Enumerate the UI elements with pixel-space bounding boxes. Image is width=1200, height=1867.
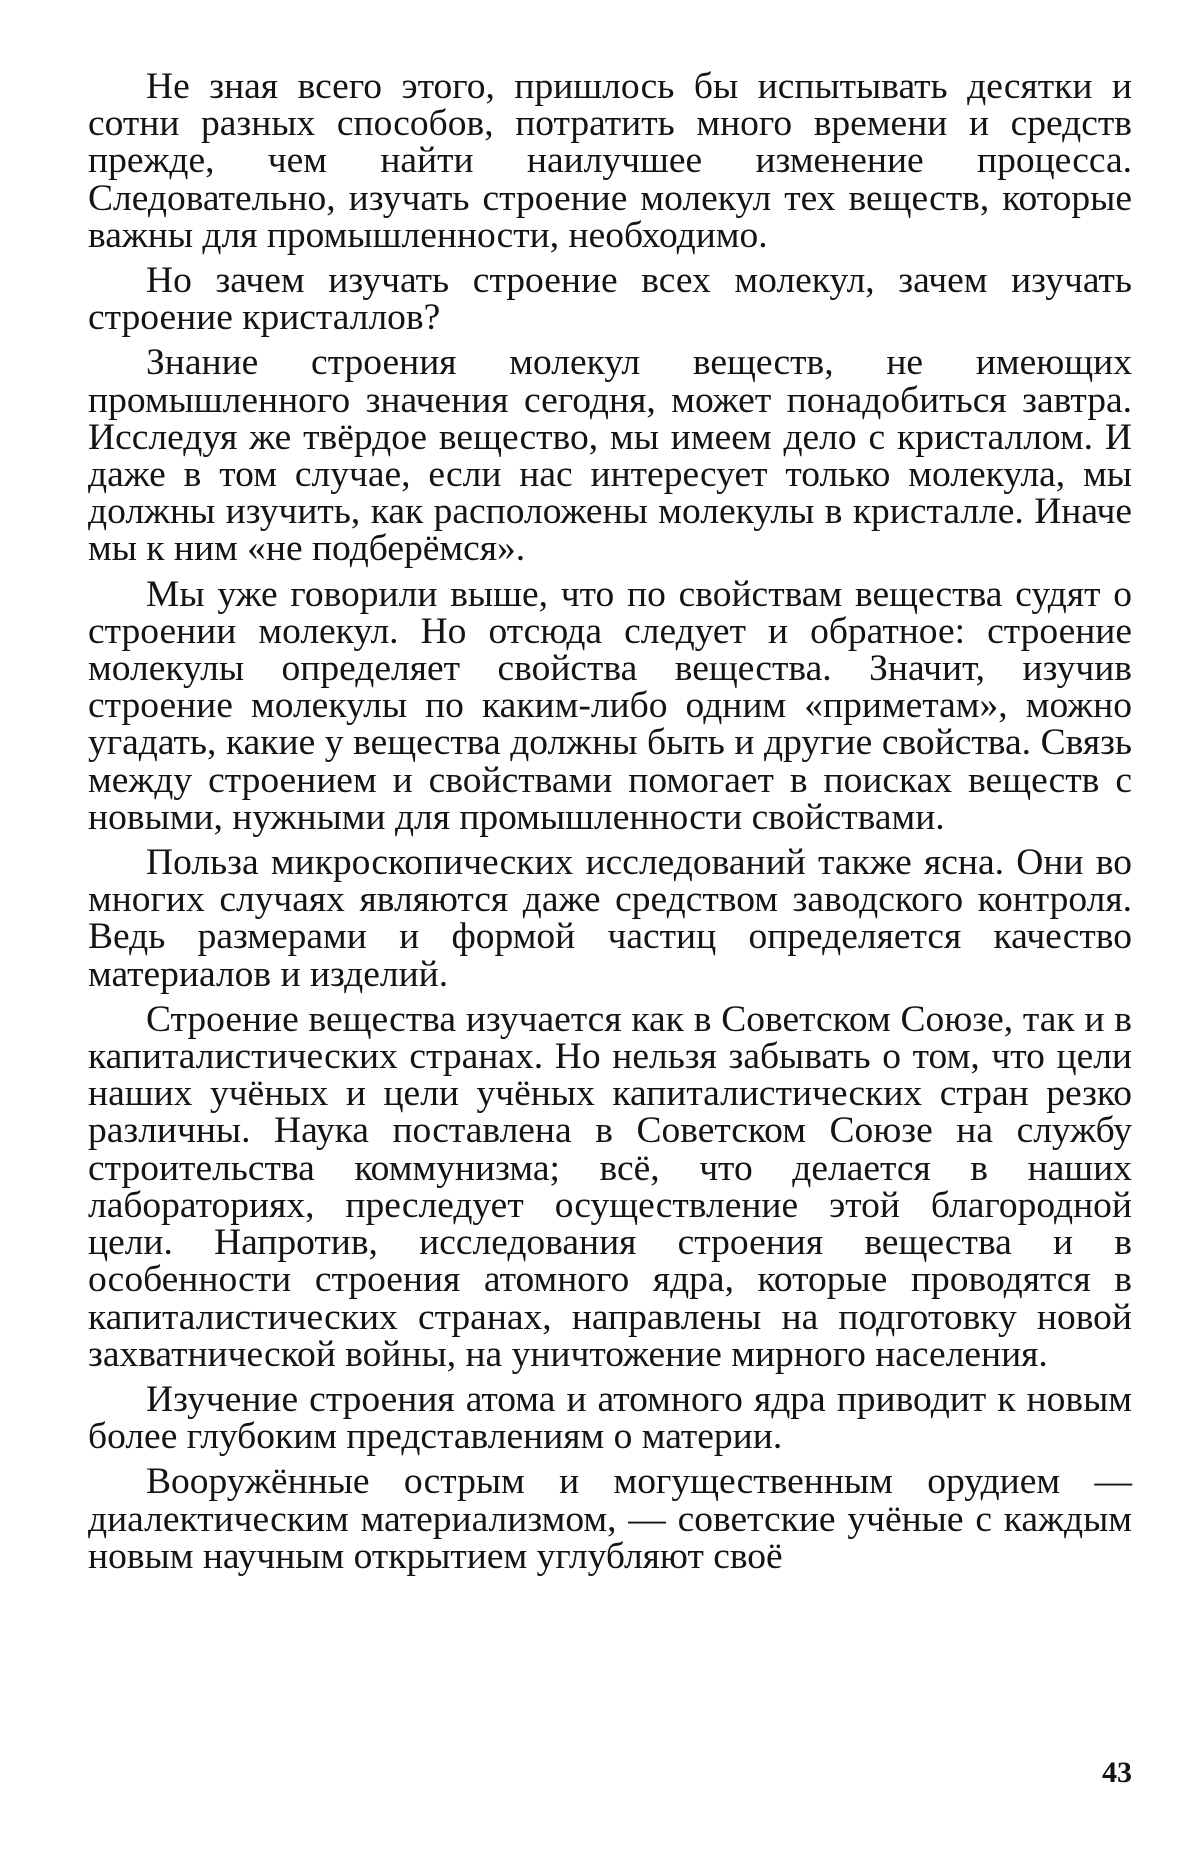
paragraph-4: Мы уже говорили выше, что по свойствам вещества судят о строении молекул. Но отсюда следует и обратное: строение молекулы определяет свойства вещества. Значит, изучив строение молекулы по каким-либо одним «приметам», можно угадать, какие у вещества должны быть и другие свойства. Связь между строением и свойствами помогает в поисках веществ с новыми, нужными для промышленности свойствами.: [88, 573, 1132, 838]
page-number: 43: [1102, 1756, 1132, 1789]
paragraph-7: Изучение строения атома и атомного ядра приводит к новым более глубоким представлениям о материи.: [88, 1378, 1132, 1458]
paragraph-1: Не зная всего этого, пришлось бы испытывать десятки и сотни разных способов, потратить много времени и средств прежде, чем найти наилучшее изменение процесса. Следовательно, изучать строение молекул тех веществ, которые важны для промышленности, необходимо.: [88, 66, 1132, 256]
paragraph-6: Строение вещества изучается как в Советском Союзе, так и в капиталистических странах. Но нельзя забывать о том, что цели наших учёных и цели учёных капиталистических стран резко различны. Наука поставлена в Советском Союзе на службу строительства коммунизма; всё, что делается в наших лабораториях, преследует осуществление этой благородной цели. Напротив, исследования строения вещества и в особенности строения атомного ядра, которые проводятся в капиталистических странах, направлены на подготовку новой захватнической войны, на уничтожение мирного населения.: [88, 998, 1132, 1375]
paragraph-2: Но зачем изучать строение всех молекул, зачем изучать строение кристаллов?: [88, 260, 1132, 339]
paragraph-3: Знание строения молекул веществ, не имеющих промышленного значения сегодня, может понадобиться завтра. Исследуя же твёрдое вещество, мы имеем дело с кристаллом. И даже в том случае, если нас интересует только молекула, мы должны изучить, как расположены молекулы в кристалле. Иначе мы к ним «не подберёмся».: [88, 342, 1132, 570]
paragraph-5: Польза микроскопических исследований также ясна. Они во многих случаях являются даже средством заводского контроля. Ведь размерами и формой частиц определяется качество материалов и изделий.: [88, 842, 1132, 995]
paragraph-8: Вооружённые острым и могущественным орудием — диалектическим материализмом, — советские учёные с каждым новым научным открытием углубляют своё: [88, 1461, 1132, 1577]
page-text: [88, 68, 1132, 1583]
